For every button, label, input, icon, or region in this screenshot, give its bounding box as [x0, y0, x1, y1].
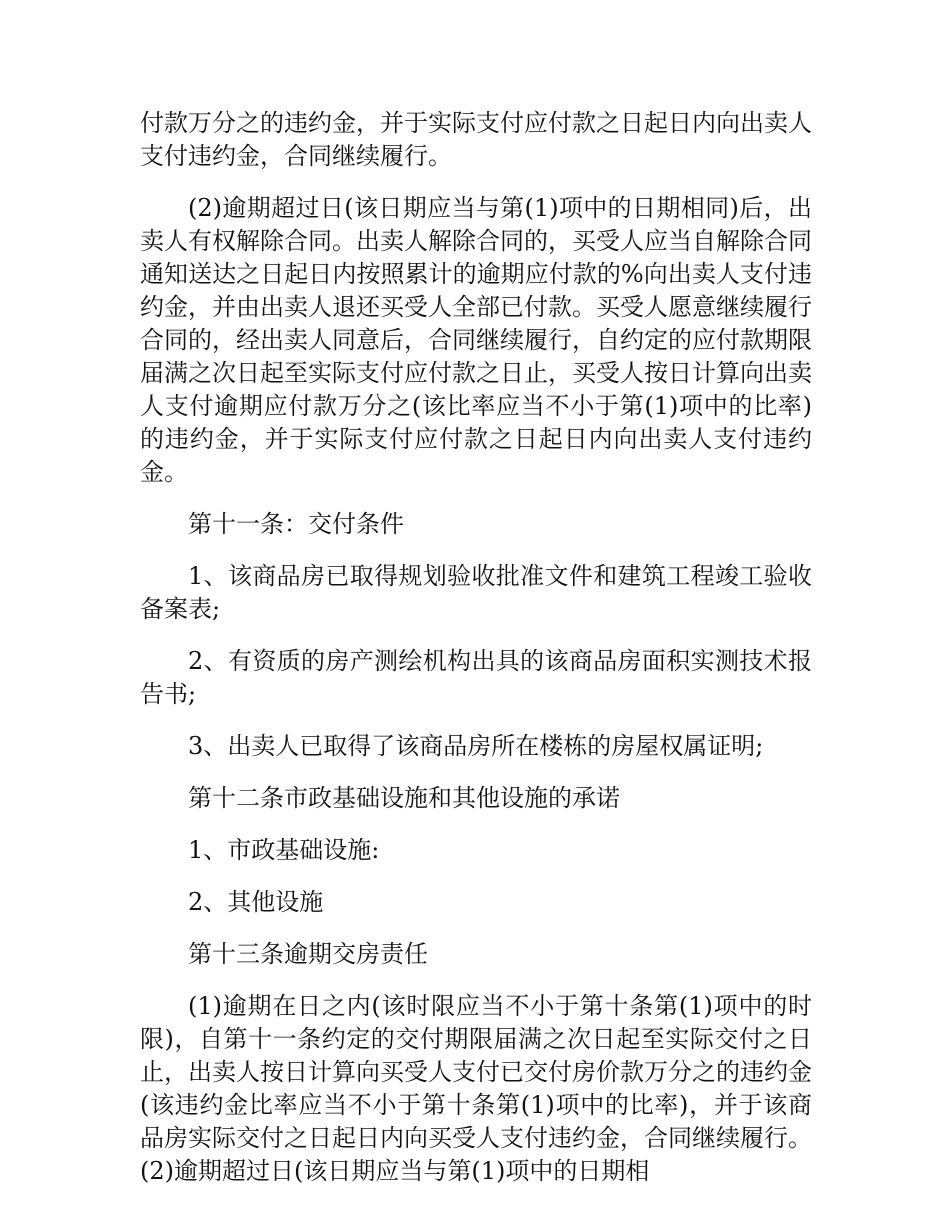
- paragraph-delivery-condition-1: 1、该商品房已取得规划验收批准文件和建筑工程竣工验收备案表;: [140, 562, 812, 623]
- paragraph-facilities-1: 1、市政基础设施:: [188, 836, 380, 864]
- heading-article-13: 第十三条逾期交房责任: [188, 940, 428, 968]
- paragraph-delivery-condition-2: 2、有资质的房产测绘机构出具的该商品房面积实测技术报告书;: [140, 647, 812, 708]
- paragraph-overdue-delivery-clause: (1)逾期在日之内(该时限应当不小于第十条第(1)项中的时限)，自第十一条约定的交付期限届满之次日起至实际交付之日止，出卖人按日计算向买受人支付已交付房价款万分之的违约金(该违约金比率应当不小于第十条第(1)项中的比率)，并于该商品房实际交付之日起日内向买受人支付违约金，合同继续履行。(2)逾期超过日(该日期应当与第(1)项中的日期相: [140, 992, 812, 1185]
- paragraph-continuation: 付款万分之的违约金，并于实际支付应付款之日起日内向出卖人支付违约金，合同继续履行。: [140, 109, 812, 170]
- document-body: [140, 107, 812, 1207]
- paragraph-delivery-condition-3: 3、出卖人已取得了该商品房所在楼栋的房屋权属证明;: [188, 732, 764, 760]
- paragraph-facilities-2: 2、其他设施: [188, 888, 324, 916]
- paragraph-overdue-payment-clause-2: (2)逾期超过日(该日期应当与第(1)项中的日期相同)后，出卖人有权解除合同。出卖人解除合同的，买受人应当自解除合同通知送达之日起日内按照累计的逾期应付款的%向出卖人支付违约金，并由出卖人退还买受人全部已付款。买受人愿意继续履行合同的，经出卖人同意后，合同继续履行，自约定的应付款期限届满之次日起至实际支付应付款之日止，买受人按日计算向出卖人支付逾期应付款万分之(该比率应当不小于第(1)项中的比率)的违约金，并于实际支付应付款之日起日内向出卖人支付违约金。: [140, 194, 812, 486]
- heading-article-11: 第十一条：交付条件: [188, 510, 404, 538]
- heading-article-12: 第十二条市政基础设施和其他设施的承诺: [188, 784, 620, 812]
